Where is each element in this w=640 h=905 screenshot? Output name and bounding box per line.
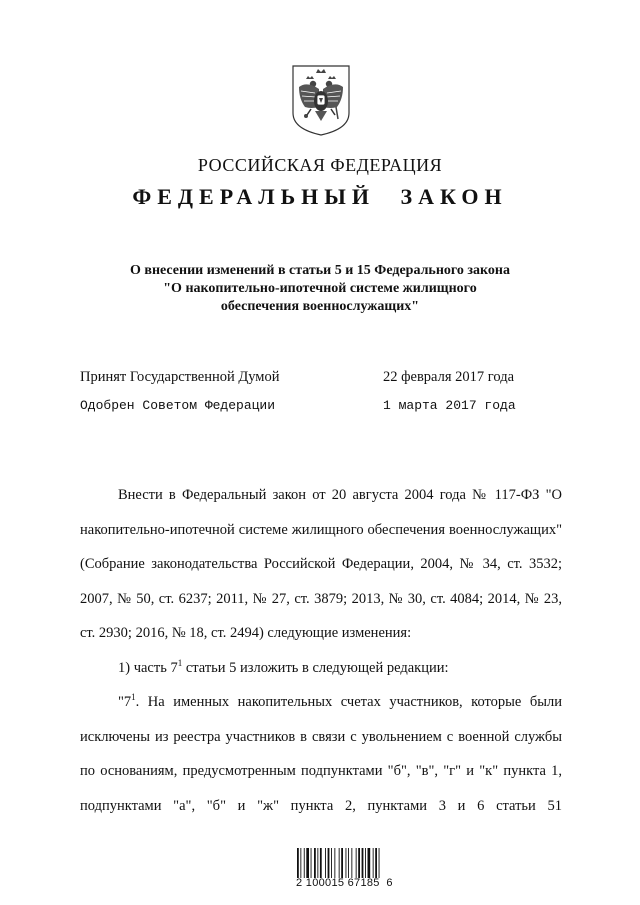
- quoted-text-part: "7: [118, 694, 132, 710]
- quoted-text-part: . На именных накопительных счетах участников, которые были исключены из реестра участников в связи с увольнением с военной службы по основаниям, предусмотренным подпунктами "б", "в", "г" и "к" пункта 1, подпунктами "а", "б" и "ж" пункта 2, пунктами 3 и 6 статьи 51: [80, 694, 562, 814]
- law-title-line: О внесении изменений в статьи 5 и 15 Федерального закона: [130, 263, 510, 278]
- law-title-line: обеспечения военнослужащих": [220, 299, 420, 314]
- amendment-item-text: статьи 5 изложить в следующей редакции:: [182, 659, 449, 676]
- law-title-line: "О накопительно-ипотечной системе жилищного: [163, 281, 477, 296]
- amendment-item-text: 1) часть 7: [118, 659, 178, 676]
- amendment-item: [80, 651, 562, 686]
- state-emblem-icon: [289, 63, 353, 137]
- duma-adoption-label: Принят Государственной Думой: [80, 369, 280, 385]
- barcode-number: 2 100015 67185 6: [296, 877, 393, 889]
- law-body: [80, 478, 562, 823]
- barcode-icon: [297, 848, 384, 878]
- superscript: 1: [131, 692, 136, 702]
- quoted-text: [80, 685, 562, 823]
- council-approval-date: 1 марта 2017 года: [383, 398, 516, 413]
- document-type: ФЕДЕРАЛЬНЫЙ ЗАКОН: [132, 184, 508, 209]
- body-paragraph: Внести в Федеральный закон от 20 августа 2004 года № 117-ФЗ "О накопительно-ипотечной системе жилищного обеспечения военнослужащих" (Собрание законодательства Российской Федерации, 2004, № 34, ст. 3532; 2007, № 50, ст. 6237; 2011, № 27, ст. 3879; 2013, № 30, ст. 4084; 2014, № 23, ст. 2930; 2016, № 18, ст. 2494) следующие изменения:: [80, 487, 562, 641]
- law-title: [90, 262, 550, 316]
- country-name: РОССИЙСКАЯ ФЕДЕРАЦИЯ: [197, 155, 443, 175]
- council-approval-label: Одобрен Советом Федерации: [80, 398, 276, 413]
- duma-adoption-date: 22 февраля 2017 года: [383, 369, 515, 385]
- superscript: 1: [177, 657, 183, 668]
